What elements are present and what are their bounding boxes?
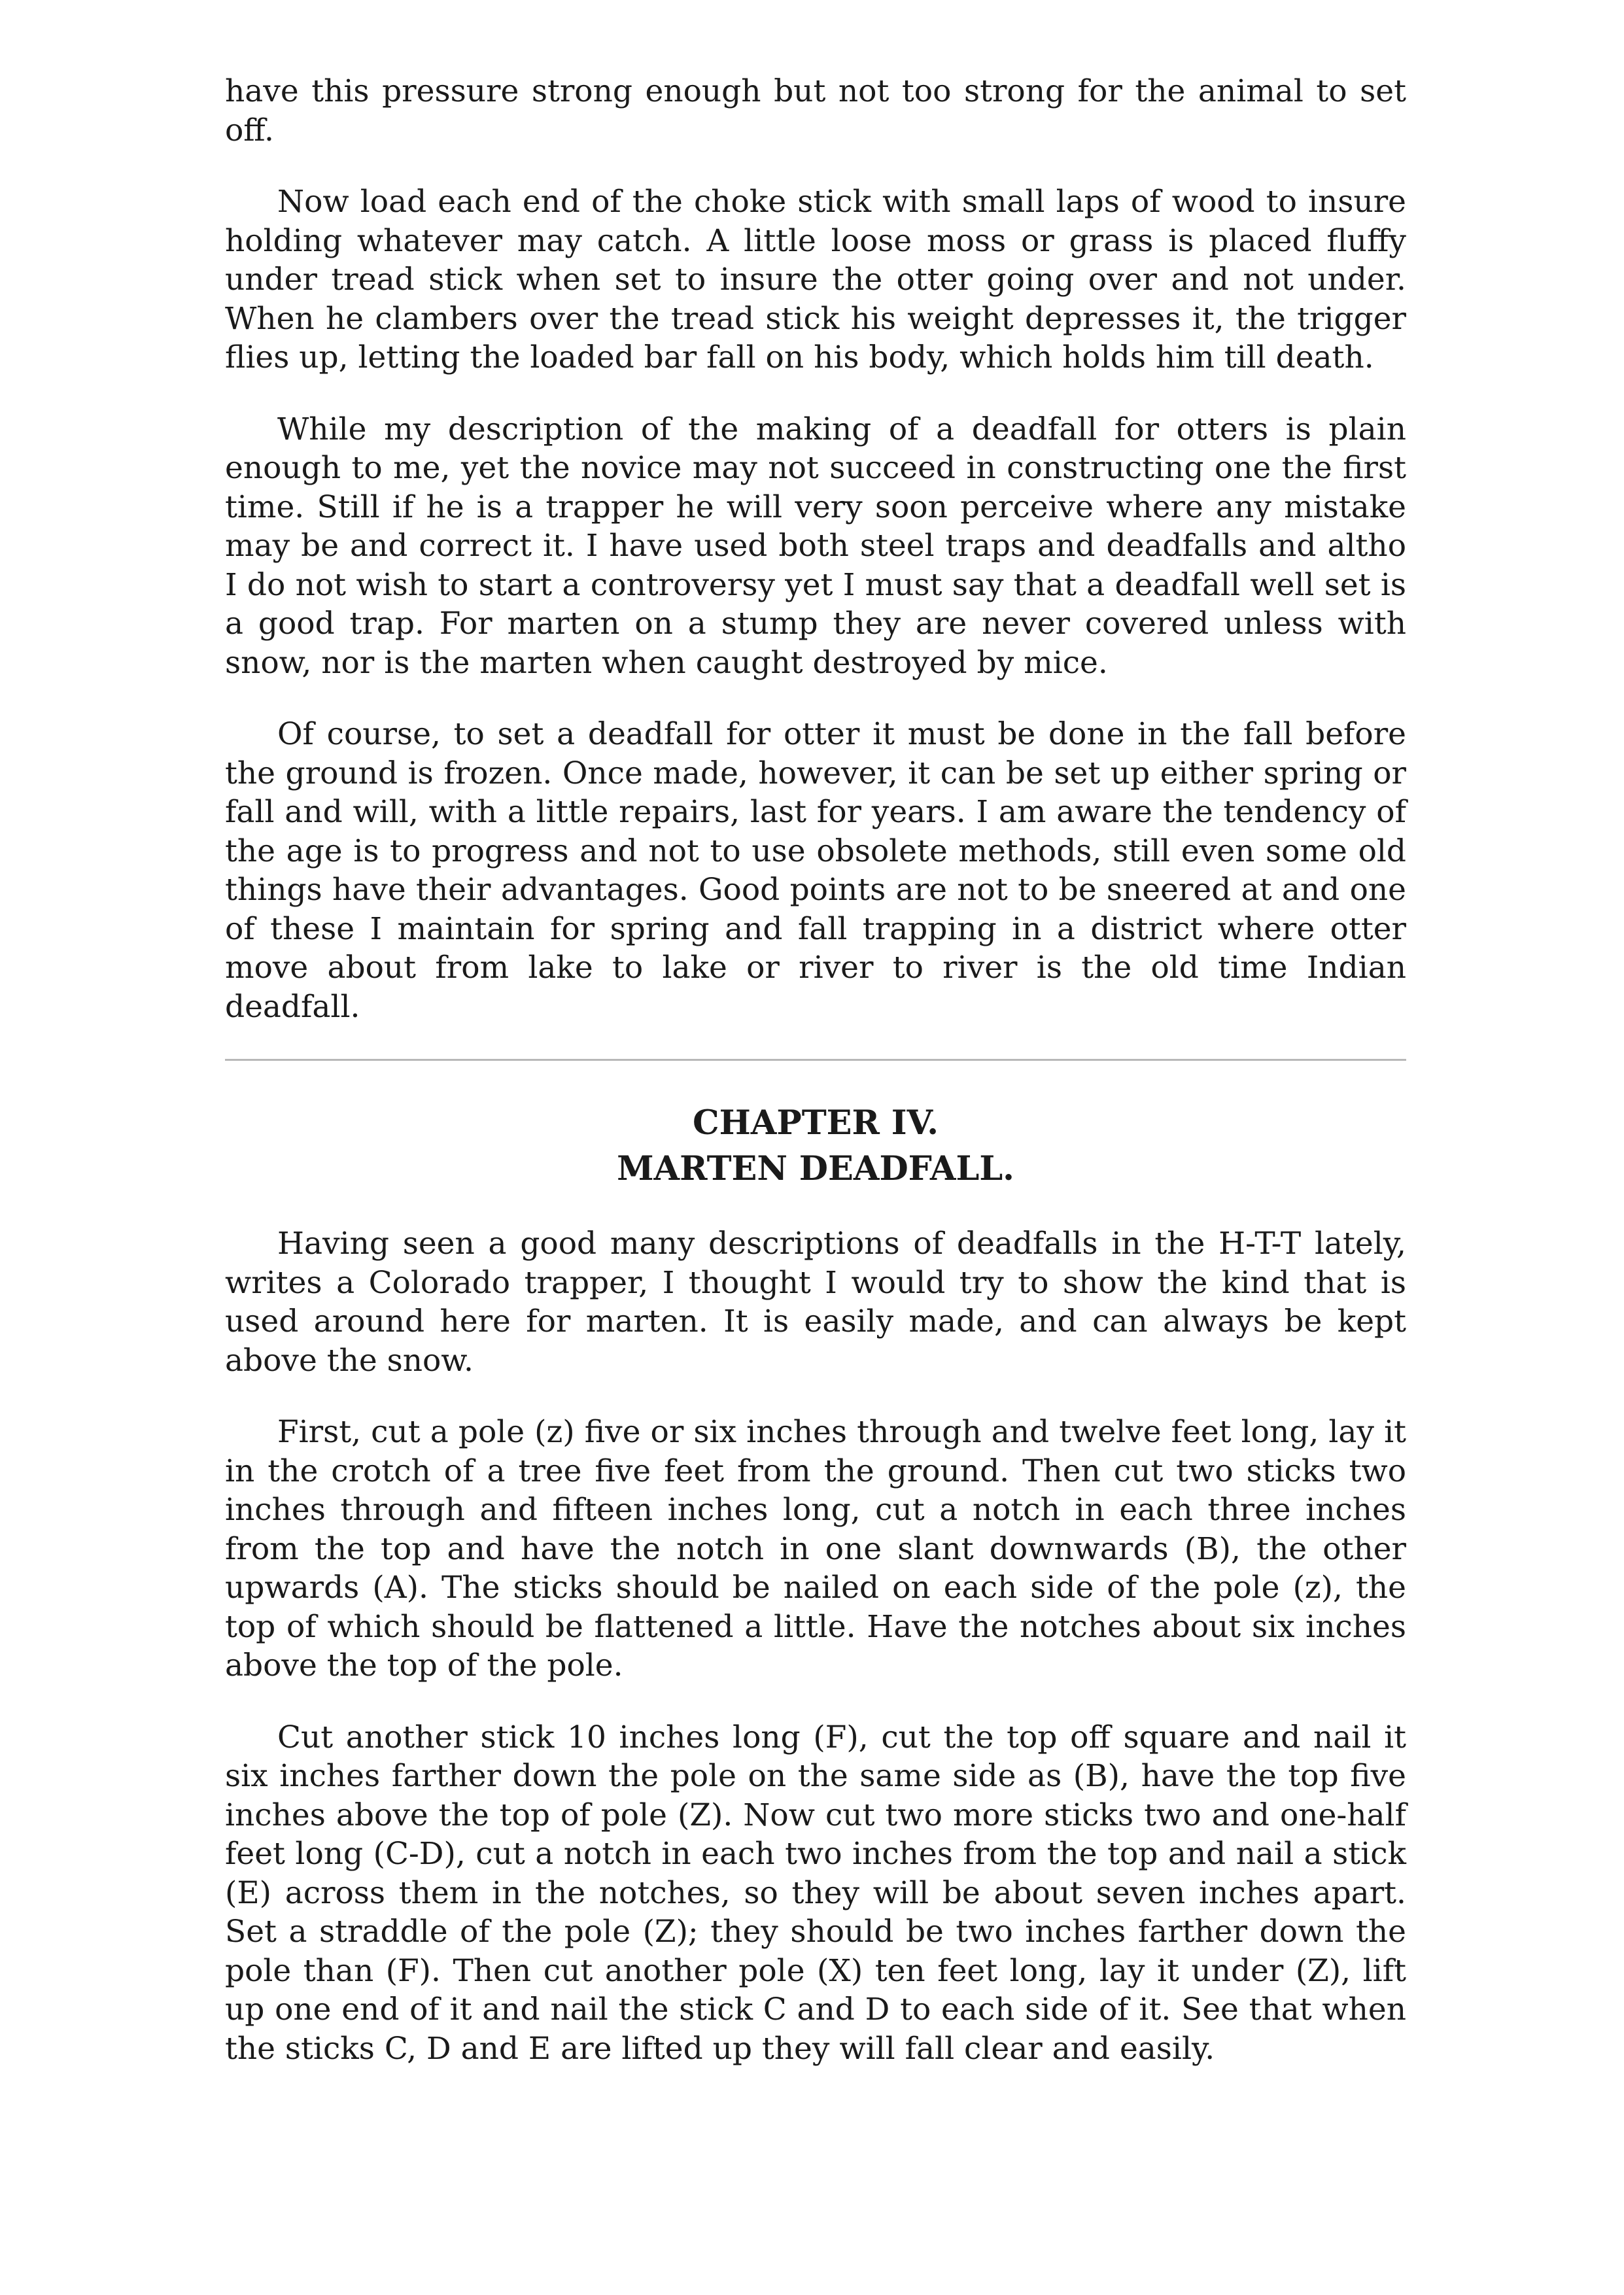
- chapter-title: MARTEN DEADFALL.: [617, 1149, 1014, 1188]
- chapter-heading: [225, 1100, 1406, 1192]
- paragraph: While my description of the making of a deadfall for otters is plain enough to me, yet the novice may not succeed in constructing one the first time. Still if he is a trapper he will very soon perceive where any mistake may be and correct it. I have used both steel traps and deadfalls and altho I do not wish to start a controversy yet I must say that a deadfall well set is a good trap. For marten on a stump they are never covered unless with snow, nor is the marten when caught destroyed by mice.: [225, 411, 1406, 681]
- paragraph: Having seen a good many descriptions of deadfalls in the H-T-T lately, writes a Colorado trapper, I thought I would try to show the kind that is used around here for marten. It is easily made, and can always be kept above the snow.: [225, 1226, 1406, 1379]
- paragraph: Of course, to set a deadfall for otter it must be done in the fall before the ground is frozen. Once made, however, it can be set up either spring or fall and will, with a little repairs, last for years. I am aware the tendency of the age is to progress and not to use obsolete methods, still even some old things have their advantages. Good points are not to be sneered at and one of these I maintain for spring and fall trapping in a district where otter move about from lake to lake or river to river is the old time Indian deadfall.: [225, 716, 1406, 1025]
- paragraph: Cut another stick 10 inches long (F), cut the top off square and nail it six inches farther down the pole on the same side as (B), have the top five inches above the top of pole (Z). Now cut two more sticks two and one-half feet long (C-D), cut a notch in each two inches from the top and nail a stick (E) across them in the notches, so they will be about seven inches apart. Set a straddle of the pole (Z); they should be two inches farther down the pole than (F). Then cut another pole (X) ten feet long, lay it under (Z), lift up one end of it and nail the stick C and D to each side of it. See that when the sticks C, D and E are lifted up they will fall clear and easily.: [225, 1719, 1406, 2067]
- book-page: [225, 72, 1406, 2101]
- paragraph: Now load each end of the choke stick with small laps of wood to insure holding whatever may catch. A little loose moss or grass is placed fluffy under tread stick when set to insure the otter going over and not under. When he clambers over the tread stick his weight depresses it, the trigger flies up, letting the loaded bar fall on his body, which holds him till death.: [225, 184, 1406, 375]
- section-divider: [225, 1059, 1406, 1061]
- paragraph-continuation: have this pressure strong enough but not too strong for the animal to set off.: [225, 73, 1406, 148]
- paragraph: First, cut a pole (z) five or six inches through and twelve feet long, lay it in the crotch of a tree five feet from the ground. Then cut two sticks two inches through and fifteen inches long, cut a notch in each three inches from the top and have the notch in one slant downwards (B), the other upwards (A). The sticks should be nailed on each side of the pole (z), the top of which should be flattened a little. Have the notches about six inches above the top of the pole.: [225, 1414, 1406, 1683]
- chapter-number: CHAPTER IV.: [693, 1103, 939, 1143]
